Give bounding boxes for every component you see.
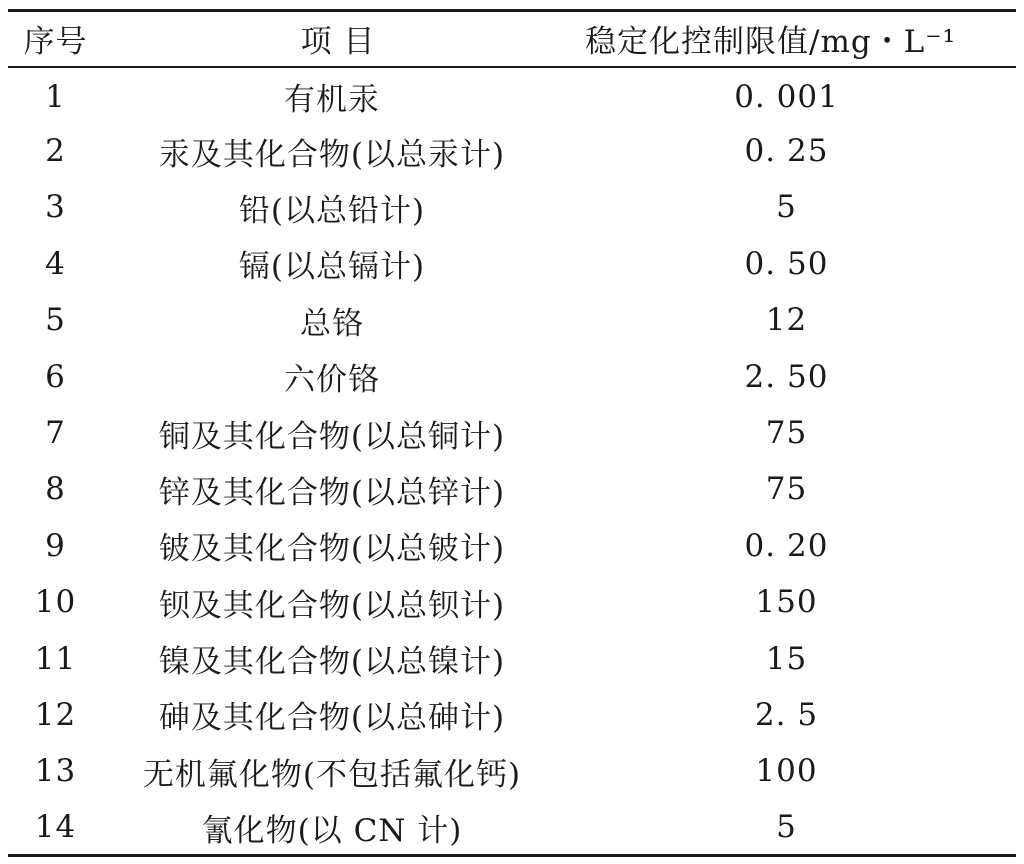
row-number: 10	[34, 584, 77, 621]
row-value	[573, 574, 1016, 630]
row-item	[103, 630, 573, 686]
header-value: 稳定化控制限值/mg・L⁻¹	[573, 11, 1016, 67]
table-header	[8, 11, 1016, 67]
row-item-text: 铍及其化合物(以总铍计)	[158, 531, 506, 568]
row-value	[573, 461, 1016, 517]
row-number: 14	[34, 809, 77, 846]
row-value	[573, 518, 1016, 574]
row-value	[573, 292, 1016, 348]
row-value	[573, 348, 1016, 404]
row-item	[103, 123, 573, 179]
row-value	[573, 405, 1016, 461]
row-item-text: 有机汞	[284, 82, 380, 119]
row-number: 11	[34, 640, 77, 677]
table-row	[8, 630, 1016, 686]
table-row	[8, 461, 1016, 517]
row-item-text: 铅(以总铅计)	[238, 192, 426, 229]
table-row	[8, 179, 1016, 235]
row-value-text: 75	[765, 471, 808, 508]
row-item-text: 铜及其化合物(以总铜计)	[158, 418, 506, 455]
table-row	[8, 800, 1016, 856]
row-number: 3	[45, 189, 66, 226]
table-row	[8, 574, 1016, 630]
row-number: 1	[45, 78, 66, 115]
row-item-text: 汞及其化合物(以总汞计)	[158, 136, 506, 173]
row-item	[103, 405, 573, 461]
row-value-text: 15	[765, 640, 808, 677]
row-value	[573, 687, 1016, 743]
row-item-text: 砷及其化合物(以总砷计)	[158, 700, 506, 737]
row-value	[573, 236, 1016, 292]
row-value	[573, 630, 1016, 686]
table-row	[8, 123, 1016, 179]
row-value	[573, 743, 1016, 799]
row-item-text: 镍及其化合物(以总镍计)	[158, 644, 506, 681]
table-row	[8, 743, 1016, 799]
row-value-text: 150	[755, 584, 818, 621]
row-item	[103, 687, 573, 743]
row-number: 6	[45, 358, 66, 395]
row-number: 5	[45, 302, 66, 339]
row-item	[103, 67, 573, 123]
table-body	[8, 67, 1016, 856]
table-row	[8, 518, 1016, 574]
row-item	[103, 518, 573, 574]
row-item-text: 无机氟化物(不包括氟化钙)	[142, 756, 522, 793]
row-item-text: 总铬	[300, 305, 364, 342]
row-number: 7	[45, 415, 66, 452]
row-number: 13	[34, 753, 77, 790]
row-item	[103, 461, 573, 517]
row-value-text: 100	[755, 753, 818, 790]
row-number: 8	[45, 471, 66, 508]
row-item	[103, 800, 573, 856]
row-value	[573, 123, 1016, 179]
row-item	[103, 179, 573, 235]
row-item-text: 镉(以总镉计)	[238, 249, 426, 286]
row-number: 9	[45, 527, 66, 564]
row-value-text: 0. 25	[744, 133, 829, 170]
control-limits-table	[8, 9, 1016, 857]
row-value-text: 0. 001	[734, 78, 839, 115]
table-row	[8, 348, 1016, 404]
row-item	[103, 292, 573, 348]
row-item	[103, 574, 573, 630]
row-item	[103, 348, 573, 404]
row-number: 12	[34, 696, 77, 733]
row-item-text: 锌及其化合物(以总锌计)	[158, 474, 506, 511]
header-no: 序号	[8, 11, 103, 67]
row-value	[573, 179, 1016, 235]
row-item	[103, 743, 573, 799]
row-value-text: 5	[776, 189, 797, 226]
row-item-text: 钡及其化合物(以总钡计)	[158, 587, 506, 624]
row-item-text: 氰化物(以 CN 计)	[201, 812, 463, 849]
row-item	[103, 236, 573, 292]
row-value-text: 5	[776, 809, 797, 846]
table-row	[8, 405, 1016, 461]
table-row	[8, 687, 1016, 743]
row-value-text: 2. 50	[744, 358, 829, 395]
row-value-text: 0. 20	[744, 527, 829, 564]
header-row	[8, 11, 1016, 67]
row-value	[573, 800, 1016, 856]
row-item-text: 六价铬	[284, 362, 380, 399]
row-value	[573, 67, 1016, 123]
row-number: 2	[45, 133, 66, 170]
header-item: 项 目	[103, 11, 573, 67]
row-value-text: 12	[765, 302, 808, 339]
row-value-text: 75	[765, 415, 808, 452]
row-value-text: 2. 5	[754, 696, 819, 733]
table-row	[8, 292, 1016, 348]
table-row	[8, 236, 1016, 292]
row-value-text: 0. 50	[744, 245, 829, 282]
table-row	[8, 67, 1016, 123]
row-number: 4	[45, 245, 66, 282]
